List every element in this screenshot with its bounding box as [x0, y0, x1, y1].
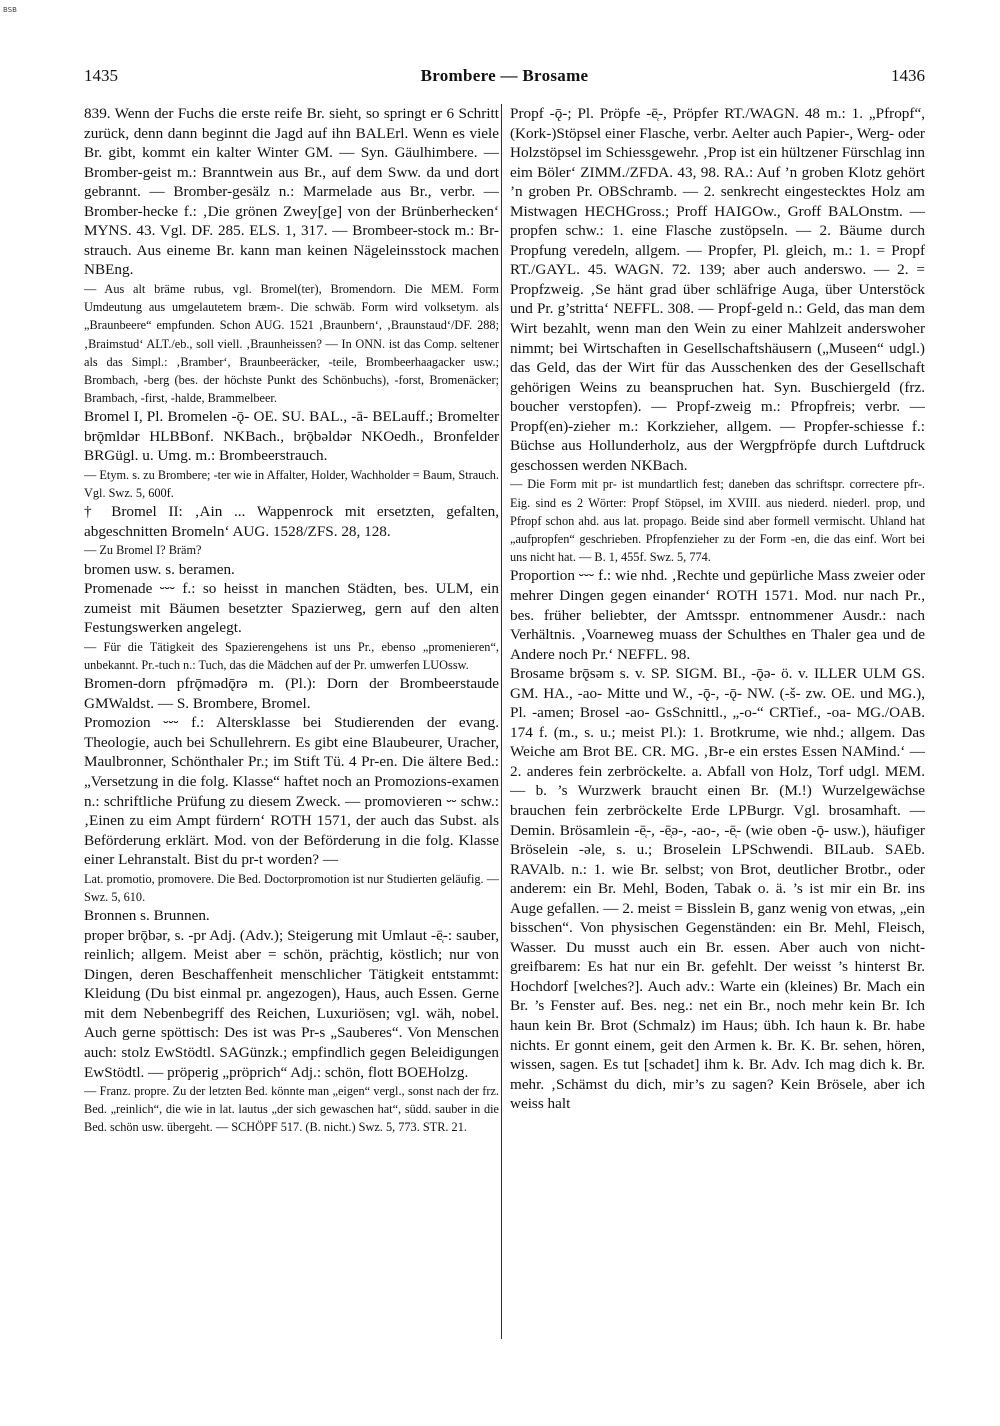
right-column	[510, 104, 925, 1344]
page-number-left: 1435	[84, 66, 118, 85]
entry-bromen: bromen usw. s. beramen.	[84, 560, 235, 578]
entry-bronnen: Bronnen s. Brunnen.	[84, 907, 210, 925]
etymology-note: — Aus alt bräme rubus, vgl. Bromel(ter), Bromendorn. Die MEM. Form Umdeutung aus umgelautetem bræm-. Die schwäb. Form wird volksetym. als „Braunbeere“ empfunden. Schon AUG. 1521 ‚Braunbern‘, ‚Braunstaud‘/DF. 288; ‚Braimstud‘ ALT./eb., soll viell. ‚Braunheissen? — In ONN. ist das Comp. seltener als das Simpl.: ‚Bramber‘, Braunbeeräcker, -teile, Brombeerhaagacker usw.; Brombach, -berg (bes. der höchste Punkt des Schönbuchs), -forst, Bromenäcker; Brambach, -first, -halde, Brammelbeer.	[84, 281, 499, 406]
page-number-right: 1436	[891, 66, 925, 85]
page-title: Brombere — Brosame	[420, 66, 589, 85]
etymology-note: — Für die Tätigkeit des Spazierengehens ist uns Pr., ebenso „promenieren“, unbekannt. Pr.-tuch n.: Tuch, das die Mädchen auf der Pr. umwerfen LUOssw.	[84, 639, 499, 673]
etymology-note: — Zu Bromel I? Bräm?	[84, 543, 202, 558]
page-header	[84, 66, 925, 90]
entry-brosame: Brosame brǭsəm s. v. SP. SIGM. BI., -ǭə- ö. v. ILLER ULM GS. GM. HA., -ao- Mitte und W., -ǭ-, -ǭ- NW. (-š- zw. OE. und MG.), Pl. -amen; Brosel -ao- GsSchnittl., „-o-“ CRTief., -oa- MG./OAB. 174 f. (m., s. u.; meist Pl.): 1. Brotkrume, wie nhd.; allgem. Das Weiche am Brot BE. CR. MG. ‚Br-e ein erstes Essen NAMind.‘ — 2. anderes fein zerbröckelte. a. Abfall von Holz, Torf udgl. MEM. — b. ’s Wurzwerk braucht einen Br. (M.!) Wurzelgewächse brauchen fein zerbröckelte Erde LPBurgr. Vgl. brosamhaft. — Demin. Brösamlein -ē̜-, -ē̜ə-, -ao-, -ē̜- (wie oben -ǭ- usw.), häufiger Bröselein -əle, s. u.; Broselein LPSchwendi. BILaub. SAEb. RAVAlb. n.: 1. wie Br. selbst; von Brot, deutlicher Brotbr., oder anderem: ein Br. Mehl, Boden, Tabak o. ä. ’s ist mir ein Br. ins Auge gefallen. — 2. meist = Bisslein B, ganz wenig von etwas, „ein bisschen“. Von physischen Gegenständen: ein Br. Mehl, Fleisch, Wasser. Du musst auch ein Br. essen. Aber auch von nicht-greifbarem: Es hat nur ein Br. gefehlt. Der weisst ’s hinterst Br. Hochdorf [welches?]. Auch adv.: Warte ein (kleines) Br. Mach ein Br. ’s Fenster auf. Bes. neg.: net ein Br., noch mehr kein Br. Ich haun kein Br. Brot (Schmalz) im Haus; übh. Ich haun k. Br. habe nichts. Er gonnt einem, geit den Armen k. Br. K. Br. sehen, hören, wissen, sagen. Es tut [schadet] ihm k. Br. Adv. Ich mag dich k. Br. mehr. ‚Schämst du dich, mir’s zu sagen? Kein Brösele, aber ich weiss halt	[510, 665, 925, 1113]
library-mark: BSB	[3, 6, 17, 14]
entry-proper: proper brǭbər, s. -pr Adj. (Adv.); Steigerung mit Umlaut -ē̜-: sauber, reinlich; allgem. Meist aber = schön, prächtig, köstlich; nur von Dingen, deren Beschaffenheit menschlicher Tätigkeit entstammt: Kleidung (Du bist einmal pr. angezogen), Haus, auch Essen. Gerne mit dem Nebenbegriff des Reichen, Luxuriösen; vgl. wäh, nobel. Auch gerne spöttisch: Des ist was Pr-s „Sauberes“. Von Menschen auch: stolz EwStödtl. SAGünzk.; empfindlich gegen Beleidigungen EwStödtl. — pröperig „pröprich“ Adj.: schön, flott BOEHolzg.	[84, 926, 499, 1081]
entry-bromel-2: † Bromel II: ‚Ain ... Wappenrock mit ersetzten, gefalten, abgeschnitten Bromeln‘ AUG. 1528/ZFS. 28, 128.	[84, 503, 499, 540]
entry-propf: Propf -ǭ-; Pl. Pröpfe -ē̜-, Pröpfer RT./WAGN. 48 m.: 1. „Pfropf“, (Kork-)Stöpsel einer Flasche, verbr. Aelter auch Papier-, Werg- oder Holzstöpsel im Schiessgewehr. ‚Prop ist ein hültzener Fürschlag inn eim Böler‘ ZIMM./ZFDA. 43, 98. RA.: Auf ’n groben Klotz gehört ’n groben Pr. OBSchramb. — 2. senkrecht eingestecktes Holz am Mistwagen HECHGross.; Proff HAIGOw., Groff BALOnstm. — propfen schw.: 1. eine Flasche zustöpseln. — 2. Bäume durch Propfung veredeln, allgem. — Propfer, Pl. gleich, m.: 1. = Propf RT./GAYL. 45. WAGN. 72. 139; aber auch anderswo. — 2. = Propfzweig. ‚Se hänt grad über schläfrige Auga, über Unterstöck und Pr. g’stritta‘ NEFFL. 308. — Propf-geld n.: Geld, das man dem Wirt bezahlt, wenn man den Wein zu einer Mahlzeit anderswoher nimmt; bei Wirtschaften in Gesellschaftshäusern („Museen“ udgl.) das Geld, das der Wirt für das Ausschenken des der Gesellschaft gehörigen Weins zu beanspruchen hat. Syn. Buschiergeld (frz. boucher verstopfen). — Propf-zweig m.: Pfropfreis; verbr. — Propf(en)-zieher m.: Korkzieher, allgem. — Propfer-schiesse f.: Büchse aus Hollunderholz, aus der Wergpfröpfe durch Luftdruck geschossen werden NKBach.	[510, 105, 925, 474]
etymology-note: Lat. promotio, promovere. Die Bed. Doctorpromotion ist nur Studierten geläufig. — Swz. 5, 610.	[84, 871, 499, 904]
column-divider	[501, 104, 502, 1339]
etymology-note: — Franz. propre. Zu der letzten Bed. könnte man „eigen“ vergl., sonst nach der frz. Bed. „reinlich“, die wie in lat. lautus „der sich gewaschen hat“, südd. sauber in die Bed. schön usw. übergeht. — SCHÖPF 517. (B. nicht.) Swz. 5, 773. STR. 21.	[84, 1084, 499, 1135]
entry-bromendorn: Bromen-dorn pfrǭmədǭrə m. (Pl.): Dorn der Brombeerstaude GMWaldst. — S. Brombere, Bromel.	[84, 675, 499, 712]
etymology-note: — Die Form mit pr- ist mundartlich fest; daneben das schriftspr. correctere pfr-. Eig. sind es 2 Wörter: Propf Stöpsel, im XVIII. aus niederd. niederl. prop, und Pfropf schon ahd. aus lat. propago. Beide sind aber formell vermischt. Uhland hat „aufpropfen“ geschrieben. Pfropfenzieher zu der Form -en, die das einf. Wort bei uns nicht hat. — B. 1, 455f. Swz. 5, 774.	[510, 477, 925, 565]
entry-paragraph: 839. Wenn der Fuchs die erste reife Br. sieht, so springt er 6 Schritt zurück, denn dann beginnt die Jagd auf ihn BALErl. Wenn es viele Br. gibt, kommt ein kalter Winter GM. — Syn. Gäulhimbere. — Bromber-geist m.: Branntwein aus Br., auf dem Sww. da und dort gebrannt. — Bromber-gesälz n.: Marmelade aus Br., verbr. — Bromber-hecke f.: ‚Die grönen Zwey[ge] von der Brünberhecken‘ MYNS. 43. Vgl. DF. 285. ELS. 1, 317. — Brombeer-stock m.: Br-strauch. Aus eineme Br. kann man keinen Nägeleinsstock machen NBEng.	[84, 105, 499, 279]
entry-bromel-1: Bromel I, Pl. Bromelen -ǭ- OE. SU. BAL., -ā- BELauff.; Bromelter brǭmldər HLBBonf. NKBach., brǭbəldər NKOedh., Bronfelder BRGügl. u. Umg. m.: Brombeerstrauch.	[84, 408, 499, 465]
entry-proportion: Proportion ⏑⏑⏑ f.: wie nhd. ‚Rechte und gepürliche Mass zweier oder mehrer Dingen gegen einander‘ ROTH 1571. Mod. nur nach Pr., bes. früher beliebter, der Amtsspr. entnommener Ausdr.: nach Verhältnis. ‚Voarneweg muass der Schulthes en Thaler gea und de Andere noch Pr.‘ NEFFL. 98.	[510, 567, 925, 663]
entry-promenade: Promenade ⏑⏑⏑ f.: so heisst in manchen Städten, bes. ULM, ein zumeist mit Bäumen besetzter Spazierweg, gern auf den alten Festungswerken angelegt.	[84, 580, 499, 637]
etymology-note: — Etym. s. zu Brombere; -ter wie in Affalter, Holder, Wachholder = Baum, Strauch. Vgl. Swz. 5, 600f.	[84, 467, 499, 501]
entry-promozion: Promozion ⏑⏑⏑ f.: Altersklasse bei Studierenden der evang. Theologie, auch bei Schullehrern. Es gibt eine Blaubeurer, Uracher, Maulbronner, Schönthaler Pr.; im Stift Tü. 4 Pr-en. Die ältere Bed.: „Versetzung in die folg. Klasse“ haftet noch an Promozions-examen n.: schriftliche Prüfung zu diesem Zweck. — promovieren ⏑⏑ schw.: ‚Einen zu eim Ampt fürdern‘ ROTH 1571, der auch das Subst. als Beförderung erklärt. Mod. von der Beförderung in die folg. Klasse einer Lehranstalt. Bist du pr-t worden? —	[84, 714, 499, 869]
left-column	[84, 104, 499, 1344]
